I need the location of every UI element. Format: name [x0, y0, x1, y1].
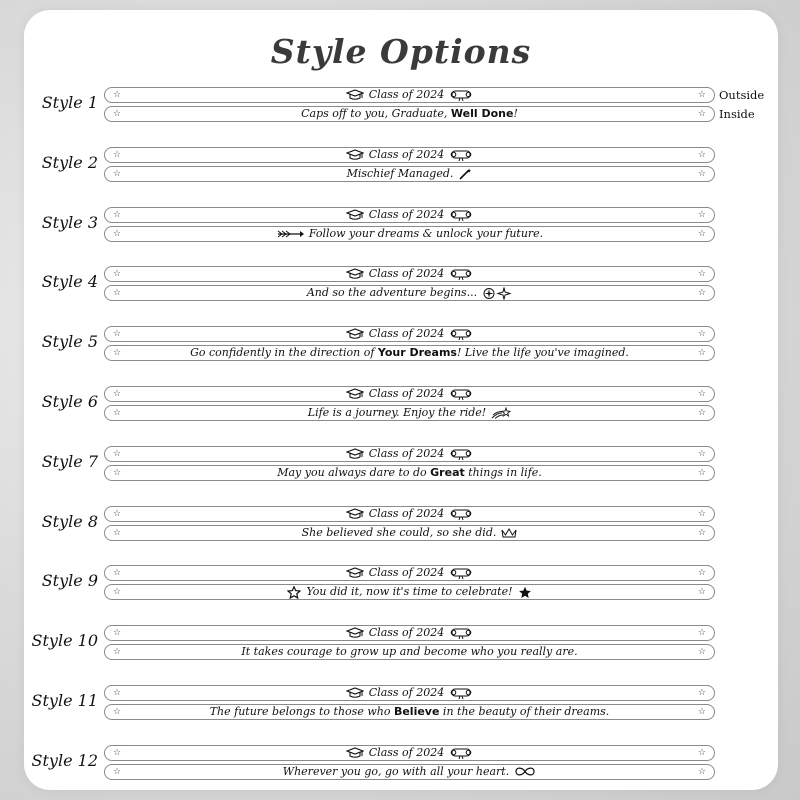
outside-engraving — [125, 267, 694, 281]
outside-engraving — [125, 88, 694, 102]
star-icon: ☆ — [697, 269, 706, 280]
diploma-scroll-icon — [449, 89, 473, 101]
inside-engraving — [125, 406, 694, 420]
style-option-12[interactable] — [0, 744, 800, 784]
graduation-cap-icon — [346, 209, 364, 221]
star-icon: ☆ — [697, 228, 706, 239]
style-label: Style 7 — [41, 451, 98, 471]
inside-band — [104, 704, 715, 720]
inside-text-after: in the beauty of their dreams. — [439, 705, 610, 718]
diploma-scroll-icon — [449, 268, 473, 280]
inside-text-bold: Well Done — [450, 107, 514, 120]
star-icon: ☆ — [113, 527, 122, 538]
star-icon: ☆ — [697, 168, 706, 179]
diploma-scroll-icon — [449, 687, 473, 699]
inside-band — [104, 764, 715, 780]
outside-label: Outside — [719, 88, 765, 102]
star-icon: ☆ — [113, 467, 122, 478]
star-icon: ☆ — [113, 90, 122, 100]
style-option-7[interactable] — [0, 445, 800, 485]
inside-band — [104, 525, 715, 541]
star-icon: ☆ — [113, 168, 122, 179]
inside-text-bold: Believe — [393, 705, 440, 718]
class-of-text: Class of 2024 — [368, 686, 445, 699]
class-of-text: Class of 2024 — [368, 566, 445, 580]
inside-band — [104, 644, 715, 660]
inside-text — [283, 765, 509, 779]
inside-engraving — [125, 526, 694, 540]
style-label: Style 11 — [31, 691, 98, 710]
diploma-scroll-icon — [449, 747, 473, 759]
diploma-scroll-icon — [449, 567, 473, 579]
compass-icon — [482, 287, 512, 300]
style-option-9[interactable] — [0, 564, 800, 604]
diploma-scroll-icon — [449, 328, 473, 340]
inside-text — [190, 346, 629, 360]
arrow-icon — [276, 229, 304, 239]
style-option-6[interactable] — [0, 385, 800, 425]
style-label: Style 12 — [31, 750, 98, 770]
star-icon: ☆ — [113, 448, 122, 459]
diploma-scroll-icon — [449, 448, 473, 460]
inside-text — [308, 406, 486, 420]
page-title: Style Options — [270, 32, 532, 71]
style-label: Style 4 — [41, 272, 98, 292]
style-label: Style 5 — [41, 332, 98, 352]
class-of-text: Class of 2024 — [368, 626, 445, 640]
star-icon: ☆ — [113, 688, 122, 698]
outside-band — [104, 87, 715, 103]
star-icon: ☆ — [113, 508, 122, 519]
inside-text-before: And so the adventure begins... — [306, 286, 478, 300]
star-icon: ☆ — [113, 329, 122, 340]
star-icon: ☆ — [113, 348, 122, 359]
outside-engraving — [125, 387, 694, 401]
inside-band — [104, 465, 715, 481]
inside-text — [210, 705, 610, 719]
star-icon: ☆ — [697, 348, 706, 359]
style-label: Style 1 — [41, 93, 98, 112]
style-option-8[interactable] — [0, 505, 800, 545]
class-of-text: Class of 2024 — [368, 446, 445, 460]
diploma-scroll-icon — [449, 209, 473, 221]
inside-band — [104, 345, 715, 361]
graduation-cap-icon — [346, 448, 364, 460]
star-icon: ☆ — [113, 228, 122, 239]
style-label: Style 10 — [31, 631, 98, 651]
star-icon: ☆ — [697, 329, 706, 340]
star-icon: ☆ — [113, 587, 122, 598]
inside-text-before: May you always dare to do — [277, 465, 431, 479]
style-option-1[interactable] — [0, 86, 800, 126]
inside-engraving — [125, 466, 694, 480]
star-icon: ☆ — [113, 707, 122, 717]
inside-text-after: things in life. — [464, 465, 542, 479]
outside-engraving — [125, 746, 694, 760]
outside-band — [104, 625, 715, 641]
graduation-cap-icon — [346, 268, 364, 280]
inside-engraving — [125, 705, 694, 719]
inside-band — [104, 166, 715, 182]
star-icon: ☆ — [113, 747, 122, 758]
inside-text-before: It takes courage to grow up and become who you really are. — [241, 645, 578, 659]
style-option-5[interactable] — [0, 325, 800, 365]
star-icon: ☆ — [113, 408, 122, 418]
inside-text — [309, 227, 543, 241]
inside-band — [104, 226, 715, 242]
crown-icon — [501, 527, 517, 539]
star-icon: ☆ — [113, 647, 122, 658]
outside-engraving — [125, 447, 694, 461]
inside-text — [301, 107, 518, 121]
inside-text-before: Caps off to you, Graduate, — [301, 107, 451, 120]
inside-engraving — [125, 645, 694, 659]
class-of-text: Class of 2024 — [368, 506, 445, 520]
graduation-cap-icon — [346, 567, 364, 579]
inside-band — [104, 584, 715, 600]
inside-text-before: Life is a journey. Enjoy the ride! — [307, 406, 487, 419]
outside-engraving — [125, 208, 694, 222]
outside-band — [104, 745, 715, 761]
inside-label: Inside — [719, 107, 755, 121]
inside-text-after: ! Live the life you've imagined. — [456, 346, 629, 360]
style-label: Style 9 — [41, 571, 98, 591]
class-of-text: Class of 2024 — [368, 327, 445, 341]
star-icon: ☆ — [697, 149, 706, 160]
inside-band — [104, 106, 715, 122]
star-icon: ☆ — [697, 747, 706, 758]
inside-text-before: The future belongs to those who — [209, 705, 394, 718]
star-icon: ☆ — [113, 109, 122, 119]
inside-text-bold: Great — [430, 465, 465, 479]
graduation-cap-icon — [346, 89, 364, 101]
outside-band — [104, 207, 715, 223]
class-of-text: Class of 2024 — [368, 147, 445, 161]
star-icon: ☆ — [697, 707, 706, 717]
style-label: Style 6 — [41, 392, 98, 411]
inside-engraving — [125, 227, 694, 241]
star-icon: ☆ — [697, 408, 706, 418]
inside-text-before: Wherever you go, go with all your heart. — [282, 764, 510, 778]
outside-band — [104, 326, 715, 342]
inside-engraving — [125, 346, 694, 360]
class-of-text: Class of 2024 — [368, 387, 445, 400]
inside-band — [104, 405, 715, 421]
outside-band — [104, 685, 715, 701]
inside-text-before: Go confidently in the direction of — [190, 346, 378, 360]
style-label: Style 8 — [41, 511, 98, 531]
graduation-cap-icon — [346, 508, 364, 520]
style-label: Style 2 — [41, 152, 98, 172]
star-icon: ☆ — [113, 149, 122, 160]
class-of-text: Class of 2024 — [368, 267, 445, 281]
outside-engraving — [125, 148, 694, 162]
inside-text-before: Follow your dreams & unlock your future. — [308, 226, 544, 240]
star-icon: ☆ — [697, 688, 706, 698]
star-icon: ☆ — [113, 269, 122, 280]
class-of-text: Class of 2024 — [368, 88, 445, 101]
inside-band — [104, 285, 715, 301]
star-icon: ☆ — [697, 109, 706, 119]
outside-band — [104, 266, 715, 282]
graduation-cap-icon — [346, 328, 364, 340]
star-icon: ☆ — [697, 209, 706, 220]
inside-text — [241, 645, 577, 659]
inside-text-after: ! — [513, 107, 518, 120]
filled-star-icon — [518, 586, 532, 599]
inside-text — [306, 585, 512, 599]
outside-band — [104, 506, 715, 522]
shooting-star-icon — [491, 407, 511, 419]
star-icon: ☆ — [697, 389, 706, 399]
inside-text-before: You did it, now it's time to celebrate! — [306, 585, 513, 599]
class-of-text: Class of 2024 — [368, 745, 445, 759]
outside-engraving — [125, 566, 694, 580]
graduation-cap-icon — [346, 627, 364, 639]
style-option-10[interactable] — [0, 624, 800, 664]
outside-band — [104, 446, 715, 462]
infinity-icon — [514, 766, 536, 777]
outside-band — [104, 565, 715, 581]
outside-engraving — [125, 686, 694, 700]
star-icon: ☆ — [113, 209, 122, 220]
inside-text — [277, 466, 542, 480]
style-option-11[interactable] — [0, 684, 800, 724]
graduation-cap-icon — [346, 747, 364, 759]
outline-star-icon — [287, 586, 301, 599]
style-option-4[interactable] — [0, 265, 800, 305]
star-icon: ☆ — [697, 288, 706, 299]
star-icon: ☆ — [697, 628, 706, 639]
class-of-text: Class of 2024 — [368, 207, 445, 221]
outside-engraving — [125, 626, 694, 640]
outside-engraving — [125, 507, 694, 521]
star-icon: ☆ — [113, 628, 122, 639]
star-icon: ☆ — [113, 766, 122, 777]
inside-engraving — [125, 585, 694, 599]
diploma-scroll-icon — [449, 627, 473, 639]
inside-text-bold: Your Dreams — [377, 346, 457, 360]
inside-engraving — [125, 167, 694, 181]
inside-text — [347, 167, 454, 181]
inside-text-before: Mischief Managed. — [346, 166, 454, 180]
outside-band — [104, 147, 715, 163]
inside-engraving — [125, 286, 694, 300]
style-option-2[interactable] — [0, 146, 800, 186]
graduation-cap-icon — [346, 149, 364, 161]
inside-text — [302, 526, 497, 540]
star-icon: ☆ — [113, 389, 122, 399]
star-icon: ☆ — [697, 527, 706, 538]
inside-text — [307, 286, 477, 300]
star-icon: ☆ — [697, 568, 706, 579]
star-icon: ☆ — [697, 508, 706, 519]
outside-band — [104, 386, 715, 402]
style-option-3[interactable] — [0, 206, 800, 246]
star-icon: ☆ — [113, 288, 122, 299]
star-icon: ☆ — [113, 568, 122, 579]
diploma-scroll-icon — [449, 388, 473, 400]
star-icon: ☆ — [697, 766, 706, 777]
star-icon: ☆ — [697, 467, 706, 478]
style-label: Style 3 — [41, 212, 98, 232]
graduation-cap-icon — [346, 388, 364, 400]
inside-engraving — [125, 107, 694, 121]
inside-text-before: She believed she could, so she did. — [301, 525, 497, 539]
inside-engraving — [125, 765, 694, 779]
star-icon: ☆ — [697, 90, 706, 100]
diploma-scroll-icon — [449, 149, 473, 161]
star-icon: ☆ — [697, 647, 706, 658]
star-icon: ☆ — [697, 448, 706, 459]
magic-wand-icon — [458, 168, 472, 180]
diploma-scroll-icon — [449, 508, 473, 520]
outside-engraving — [125, 327, 694, 341]
graduation-cap-icon — [346, 687, 364, 699]
star-icon: ☆ — [697, 587, 706, 598]
